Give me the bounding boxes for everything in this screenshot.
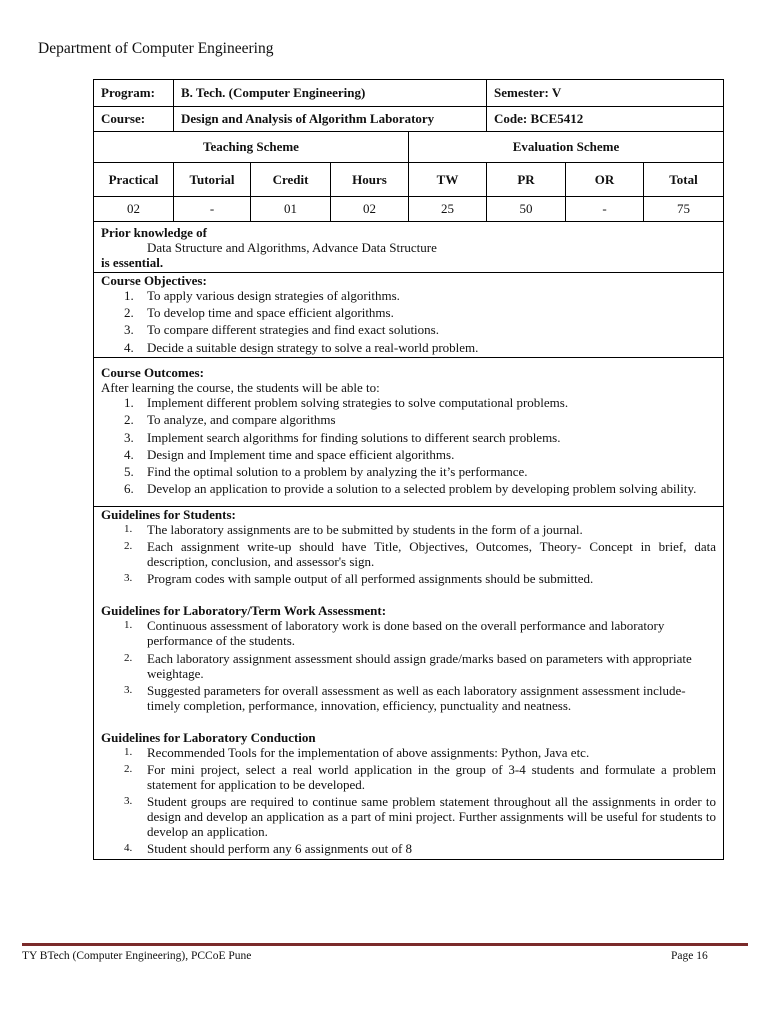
col-pr: PR [487, 163, 566, 197]
outcome-item: 4. Design and Implement time and space efficient algorithms. [124, 446, 455, 462]
prior-knowledge-body: Data Structure and Algorithms, Advance Data Structure [147, 239, 437, 255]
objective-item: 2. To develop time and space efficient algorithms. [124, 305, 394, 321]
col-tutorial: Tutorial [174, 163, 251, 197]
guidelines-assessment-list [101, 618, 716, 712]
scheme-columns-row [94, 163, 724, 197]
outcome-item: 6. Develop an application to provide a solution to a selected problem by developing problem solving ability. [124, 481, 697, 497]
course-label: Course: [94, 107, 174, 132]
guidelines-section [94, 506, 724, 859]
outcome-item: 2. To analyze, and compare algorithms [124, 412, 336, 428]
guideline-item: 3. Suggested parameters for overall assessment as well as each laboratory assignment assessment include- timely completion, performance, innovation, efficiency, punctuality and neatness. [124, 682, 686, 713]
val-pr: 50 [487, 197, 566, 222]
program-row [94, 80, 724, 107]
val-credit: 01 [251, 197, 331, 222]
program-value: B. Tech. (Computer Engineering) [174, 80, 487, 107]
outcomes-intro: After learning the course, the students will be able to: [101, 380, 380, 396]
objectives-list [101, 288, 716, 355]
evaluation-scheme-header: Evaluation Scheme [409, 132, 724, 163]
outcome-item: 1. Implement different problem solving strategies to solve computational problems. [124, 395, 569, 411]
outcomes-list [101, 395, 716, 496]
footer-institution: TY BTech (Computer Engineering), PCCoE Pune [22, 950, 252, 962]
guidelines-conduction-title: Guidelines for Laboratory Conduction [101, 729, 316, 745]
val-or: - [566, 197, 644, 222]
guideline-item: 3. Student groups are required to continue same problem statement throughout all the assignments in order to design and develop an application as a part of mini project. Further assignments will be useful for students to develop an application. [124, 794, 716, 840]
outcomes-title: Course Outcomes: [101, 365, 204, 381]
syllabus-table [93, 79, 724, 860]
outcome-item: 5. Find the optimal solution to a problem by analyzing the it’s performance. [124, 463, 528, 479]
objective-item: 3. To compare different strategies and find exact solutions. [124, 322, 439, 338]
guideline-item: 2. For mini project, select a real world application in the group of 3-4 students and formulate a problem statement for application to be developed. [124, 762, 716, 793]
col-credit: Credit [251, 163, 331, 197]
objectives-row [94, 273, 724, 358]
guideline-item: 1. Continuous assessment of laboratory work is done based on the overall performance and laboratory performance of the students. [124, 618, 665, 649]
guideline-item: 3. Program codes with sample output of all performed assignments should be submitted. [124, 571, 594, 587]
guideline-item: 2. Each assignment write-up should have Title, Objectives, Outcomes, Theory- Concept in brief, data description, conclusion, and assessor's sign. [124, 538, 716, 569]
val-tw: 25 [409, 197, 487, 222]
guideline-item: 4. Student should perform any 6 assignments out of 8 [124, 841, 413, 857]
guidelines-conduction-list [101, 745, 716, 857]
outcomes-row [94, 357, 724, 506]
prior-knowledge-title: Prior knowledge of [101, 224, 207, 240]
col-total: Total [644, 163, 724, 197]
objectives-title: Course Objectives: [101, 273, 207, 288]
department-heading: Department of Computer Engineering [38, 40, 274, 57]
teaching-scheme-header: Teaching Scheme [94, 132, 409, 163]
val-tutorial: - [174, 197, 251, 222]
outcome-item: 3. Implement search algorithms for finding solutions to different search problems. [124, 429, 561, 445]
col-practical: Practical [94, 163, 174, 197]
course-value: Design and Analysis of Algorithm Laboratory [174, 107, 487, 132]
scheme-header-row [94, 132, 724, 163]
val-total: 75 [644, 197, 724, 222]
guidelines-students-list [101, 522, 716, 586]
page-number: Page 16 [671, 950, 708, 962]
val-practical: 02 [94, 197, 174, 222]
program-label: Program: [94, 80, 174, 107]
col-or: OR [566, 163, 644, 197]
guideline-item: 2. Each laboratory assignment assessment should assign grade/marks based on parameters with appropriate weightage. [124, 650, 692, 681]
guideline-item: 1. Recommended Tools for the implementation of above assignments: Python, Java etc. [124, 744, 590, 760]
objective-item: 1. To apply various design strategies of algorithms. [124, 288, 400, 303]
guideline-item: 1. The laboratory assignments are to be submitted by students in the form of a journal. [124, 521, 583, 537]
prior-knowledge-suffix: is essential. [101, 254, 164, 270]
guidelines-assessment-title: Guidelines for Laboratory/Term Work Assessment: [101, 603, 387, 619]
objective-item: 4. Decide a suitable design strategy to solve a real-world problem. [124, 339, 479, 355]
val-hours: 02 [331, 197, 409, 222]
semester-cell: Semester: V [487, 80, 724, 107]
guidelines-students-title: Guidelines for Students: [101, 506, 236, 522]
prior-knowledge-row [94, 222, 724, 273]
guidelines-row [94, 506, 724, 859]
course-objectives-section [94, 273, 724, 358]
course-code: Code: BCE5412 [487, 107, 724, 132]
col-hours: Hours [331, 163, 409, 197]
prior-knowledge-section [94, 222, 724, 273]
course-row [94, 107, 724, 132]
footer-divider [22, 943, 748, 946]
col-tw: TW [409, 163, 487, 197]
course-outcomes-section [94, 357, 724, 506]
scheme-values-row [94, 197, 724, 222]
